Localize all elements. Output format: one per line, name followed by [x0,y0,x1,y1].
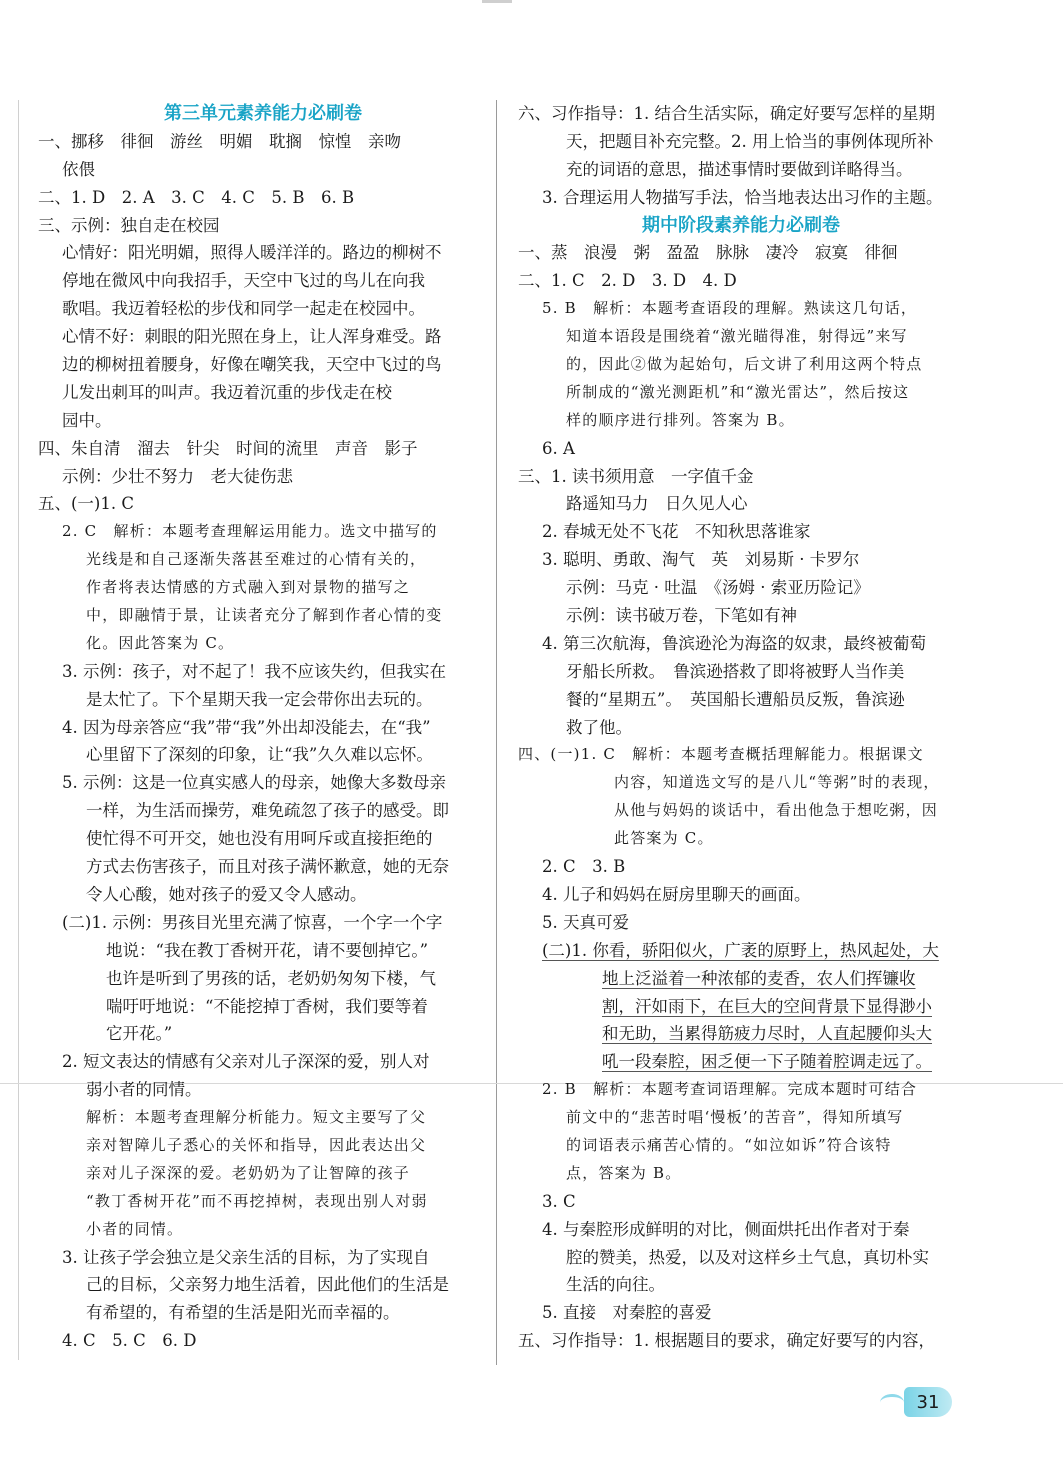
right-column [518,100,964,1355]
analysis-line: 所制成的“激光测距机”和“激光雷达”，然后按这 [566,382,910,401]
analysis-line: 亲对智障儿子悉心的关怀和指导，因此表达出父 [86,1135,427,1154]
answer-line: 歌唱。我迈着轻松的步伐和同学一起走在校园中。 [62,299,425,319]
analysis-line: 光线是和自己逐渐失落甚至难过的心情有关的， [86,550,427,569]
analysis-line: 2. B 解析：本题考查词语理解。完成本题时可结合 [542,1080,918,1099]
answer-line: 心里留下了深刻的印象，让“我”久久难以忘怀。 [86,745,433,765]
answer-line: 2. 短文表达的情感有父亲对儿子深深的爱，别人对 [62,1052,430,1072]
analysis-line: 化。因此答案为 C。 [86,633,235,652]
answer-line: 2. C 3. B [542,857,626,877]
answer-line: 二、1. D 2. A 3. C 4. C 5. B 6. B [38,187,355,207]
answer-line: 4. 因为母亲答应“我”带“我”外出却没能去，在“我” [62,717,431,737]
answer-line: 3. 聪明、勇敢、淘气 英 刘易斯 · 卡罗尔 [542,550,860,570]
answer-line: (二)1. 示例：男孩目光里充满了惊喜，一个字一个字 [62,912,443,932]
underlined-answer-line: 和无助，当累得筋疲力尽时，人直起腰仰头大 [602,1024,932,1044]
answer-line: 五、习作指导：1. 根据题目的要求，确定好要写的内容， [518,1331,935,1351]
analysis-line: 的，因此②做为起始句，后文讲了利用这两个特点 [566,355,923,374]
answer-line: 3. C [542,1191,576,1211]
answer-line: 心情不好：刺眼的阳光照在身上，让人浑身难受。路 [62,327,442,347]
answer-line: 方式去伤害孩子，而且对孩子满怀歉意，她的无奈 [86,857,449,877]
answer-line: 是太忙了。下个星期天我一定会带你出去玩的。 [86,689,433,709]
answer-line: 依偎 [62,159,95,179]
analysis-line: 2. C 解析：本题考查理解运用能力。选文中描写的 [62,522,438,541]
left-margin-line [18,100,19,1360]
answer-line: 也许是听到了男孩的话，老奶奶匆匆下楼，气 [106,968,436,988]
answer-line: 5. 直接 对秦腔的喜爱 [542,1303,712,1323]
answer-line: 令人心酸，她对孩子的爱又令人感动。 [86,884,367,904]
top-edge-mark [482,0,512,3]
section-title-midterm: 期中阶段素养能力必刷卷 [642,214,840,236]
analysis-line: 亲对儿子深深的爱。老奶奶为了让智障的孩子 [86,1163,411,1182]
answer-line: 五、(一)1. C [38,494,134,514]
analysis-line: 5. B 解析：本题考查语段的理解。熟读这几句话， [542,299,918,318]
answer-line: 餐的“星期五”。 英国船长遭船员反叛，鲁滨逊 [566,689,905,709]
section-title-unit3: 第三单元素养能力必刷卷 [164,103,362,124]
answer-line: 儿发出刺耳的叫声。我迈着沉重的步伐走在校 [62,382,392,402]
answer-line: 5. 天真可爱 [542,912,629,932]
analysis-line: 从他与妈妈的谈话中，看出他急于想吃粥，因 [614,801,939,820]
analysis-line: 解析：本题考查理解分析能力。短文主要写了父 [86,1108,427,1127]
answer-line: 充的词语的意思，描述事情时要做到详略得当。 [566,159,913,179]
answer-line: 3. 示例：孩子，对不起了！我不应该失约，但我实在 [62,661,446,681]
analysis-line: 前文中的“悲苦时唱‘慢板’的苦音”，得知所填写 [566,1108,904,1127]
answer-line: 二、1. C 2. D 3. D 4. D [518,271,737,291]
answer-line: 边的柳树扭着腰身，好像在嘲笑我，天空中飞过的鸟 [62,355,442,375]
answer-line: 天，把题目补充完整。2. 用上恰当的事例体现所补 [566,131,934,151]
answer-line: 喘吁吁地说：“不能挖掉丁香树，我们要等着 [106,996,428,1016]
answer-line: 救了他。 [566,717,632,737]
answer-line: 腔的赞美，热爱，以及对这样乡土气息，真切朴实 [566,1247,929,1267]
analysis-line: 此答案为 C。 [614,829,714,848]
answer-line: 弱小者的同情。 [86,1080,202,1100]
column-divider [496,100,497,1365]
analysis-line: 样的顺序进行排列。答案为 B。 [566,410,795,429]
answer-line: 示例：读书破万卷，下笔如有神 [566,606,797,626]
analysis-line: 小者的同情。 [86,1219,184,1238]
underlined-answer-line: 地上泛溢着一种浓郁的麦香，农人们挥镰收 [602,968,916,988]
answer-line: 三、1. 读书须用意 一字值千金 [518,466,754,486]
underlined-answer-line: (二)1. 你看，骄阳似火，广袤的原野上，热风起处，大 [542,940,939,960]
analysis-line: 点，答案为 B。 [566,1163,682,1182]
answer-line: 园中。 [62,410,112,430]
answer-line: 示例：马克 · 吐温 《汤姆 · 索亚历险记》 [566,578,870,598]
answer-line: 使忙得不可开交，她也没有用呵斥或直接拒绝的 [86,829,433,849]
answer-line: 停地在微风中向我招手，天空中飞过的鸟儿在向我 [62,271,425,291]
answer-line: 6. A [542,438,575,458]
answer-line: 牙船长所救。 鲁滨逊搭救了即将被野人当作美 [566,661,905,681]
page-badge-wave-decoration [880,1394,904,1411]
answer-line: 3. 让孩子学会独立是父亲生活的目标，为了实现自 [62,1247,430,1267]
answer-line: 己的目标，父亲努力地生活着，因此他们的生活是 [86,1275,449,1295]
answer-line: 六、习作指导：1. 结合生活实际，确定好要写怎样的星期 [518,104,935,123]
answer-line: 四、朱自清 溜去 针尖 时间的流里 声音 影子 [38,438,418,458]
answer-line: 一、蒸 浪漫 粥 盈盈 脉脉 凄冷 寂寞 徘徊 [518,243,898,263]
answer-line: 它开花。” [106,1024,173,1044]
answer-line: 心情好：阳光明媚，照得人暖洋洋的。路边的柳树不 [62,243,442,263]
analysis-line: 的词语表示痛苦心情的。“如泣如诉”符合该特 [566,1135,892,1154]
answer-line: 4. 与秦腔形成鲜明的对比，侧面烘托出作者对于秦 [542,1219,910,1239]
answer-line: 一样，为生活而操劳，难免疏忽了孩子的感受。即 [86,801,449,821]
answer-line: 4. 儿子和妈妈在厨房里聊天的画面。 [542,884,811,904]
answer-line: 路遥知马力 日久见人心 [566,494,748,514]
underlined-answer-line: 吼一段秦腔，困乏便一下子随着腔调走远了。 [602,1052,932,1072]
analysis-line: 作者将表达情感的方式融入到对景物的描写之 [86,578,411,597]
answer-line: 3. 合理运用人物描写手法，恰当地表达出习作的主题。 [542,187,943,207]
answer-line: 有希望的，有希望的生活是阳光而幸福的。 [86,1303,400,1323]
answer-line: 生活的向往。 [566,1275,665,1295]
left-column [38,100,488,1355]
answer-line: 示例：少壮不努力 老大徒伤悲 [62,466,293,486]
answer-line: 4. C 5. C 6. D [62,1331,197,1351]
answer-line: 地说：“我在教丁香树开花，请不要刨掉它。” [106,940,429,960]
answer-line: 2. 春城无处不飞花 不知秋思落谁家 [542,522,811,542]
answer-line: 5. 示例：这是一位真实感人的母亲，她像大多数母亲 [62,773,446,793]
analysis-line: 内容，知道选文写的是八儿“等粥”时的表现， [614,773,940,792]
analysis-line: 四、(一)1. C 解析：本题考查概括理解能力。根据课文 [518,745,924,764]
answer-line: 4. 第三次航海，鲁滨逊沦为海盗的奴隶，最终被葡萄 [542,633,926,653]
answer-line: 三、示例：独自走在校园 [38,215,220,235]
answer-line: 一、挪移 徘徊 游丝 明媚 耽搁 惊惶 亲吻 [38,131,401,151]
underlined-answer-line: 割，汗如雨下，在巨大的空间背景下显得渺小 [602,996,932,1016]
analysis-line: 知道本语段是围绕着“激光瞄得准，射得远”来写 [566,327,908,346]
analysis-line: “教丁香树开花”而不再挖掉树，表现出别人对弱 [86,1191,428,1210]
page-number-badge: 31 [904,1387,952,1417]
analysis-line: 中，即融情于景，让读者充分了解到作者心情的变 [86,606,443,625]
